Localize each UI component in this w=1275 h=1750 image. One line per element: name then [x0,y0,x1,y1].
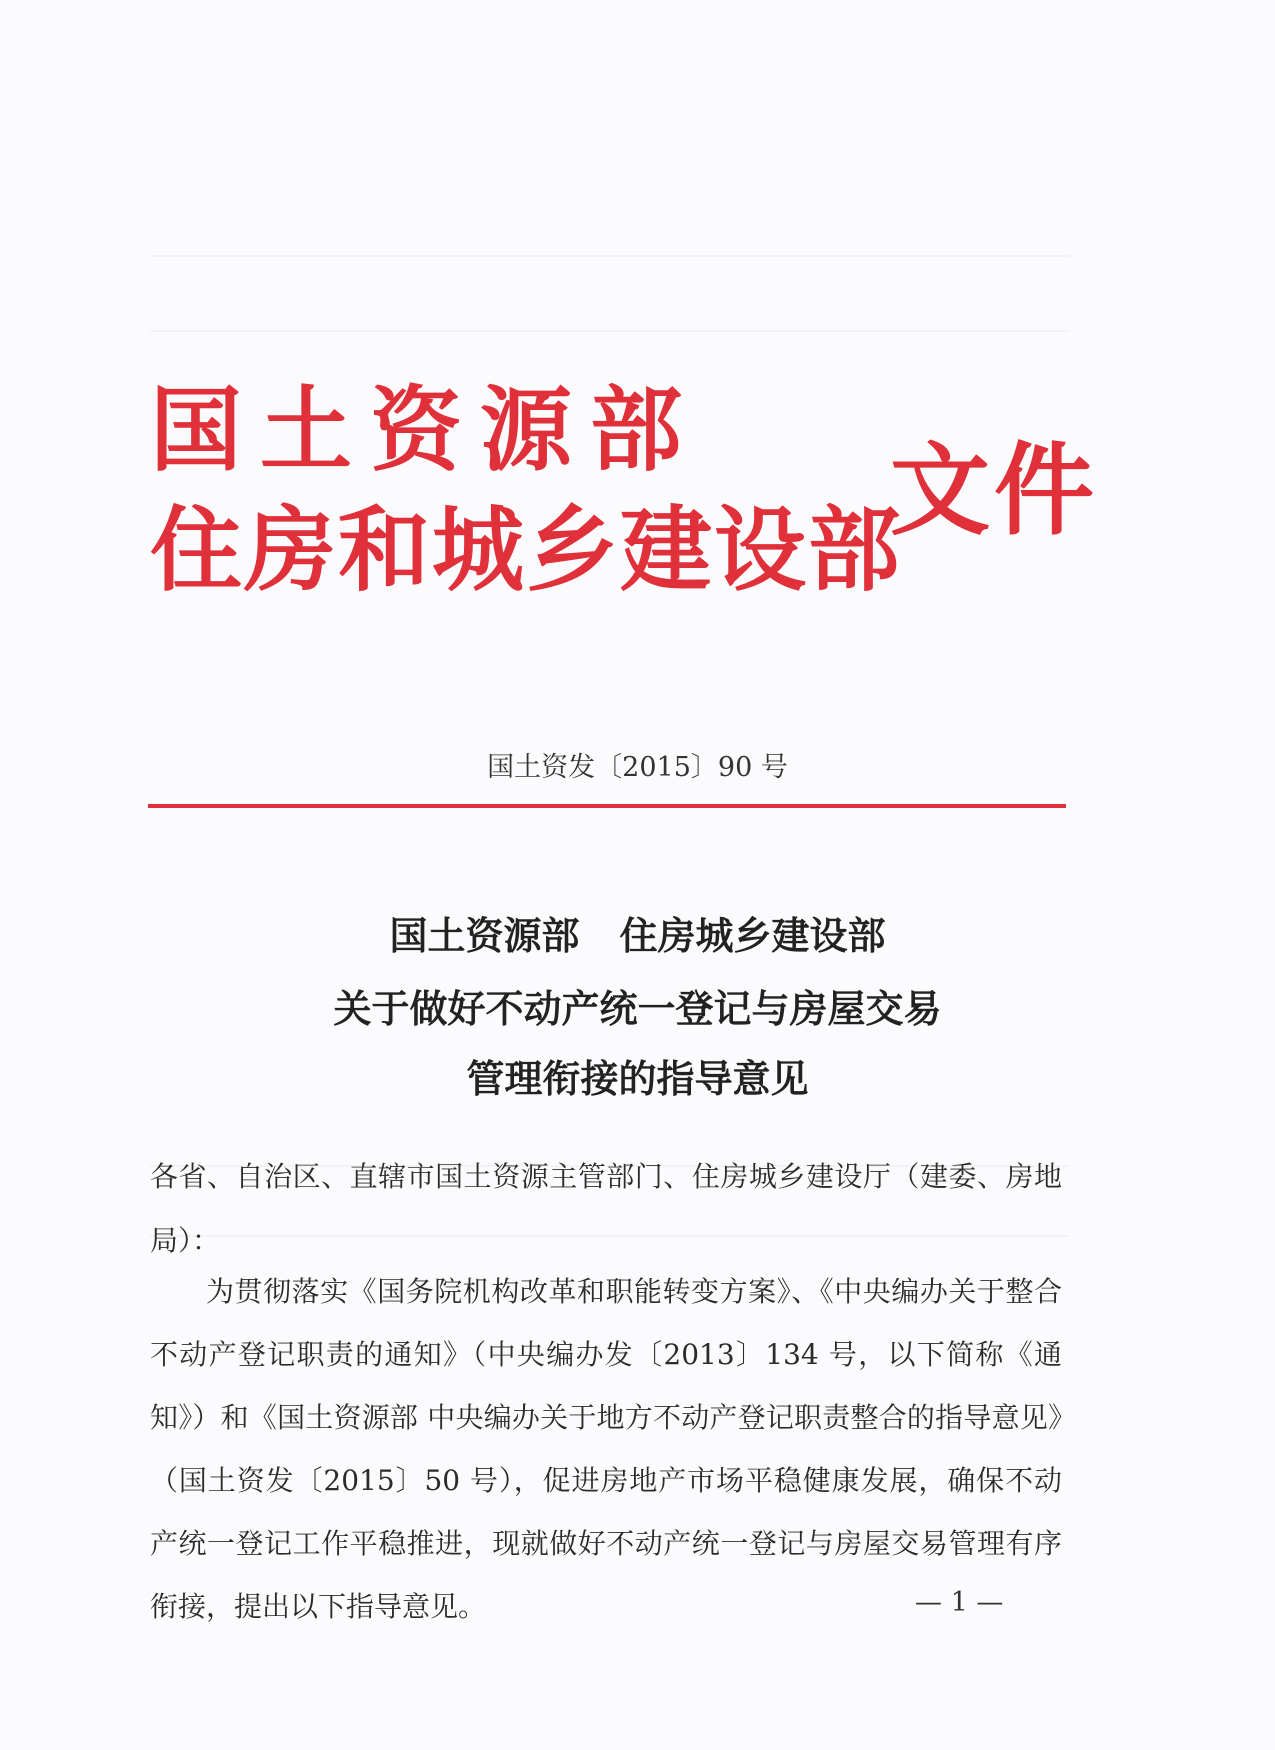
bleed-through-line [150,255,1070,257]
document-title-line-1 [0,912,1275,960]
body-paragraph: 为贯彻落实《国务院机构改革和职能转变方案》、《中央编办关于整合不动产登记职责的通知》（中央编办发〔2013〕134 号，以下简称《通知》）和《国土资源部 中央编办关于地方不动产登记职责整合的指导意见》（国土资发〔2015〕50 号），促进房地产市场平稳健康发展，确保不动产统一登记工作平稳推进，现就做好不动产统一登记与房屋交易管理有序衔接，提出以下指导意见。 [150,1275,1062,1623]
red-separator-rule [148,804,1066,808]
issuing-organizations-header [150,376,1098,620]
title-org-2: 住房城乡建设部 [619,914,886,958]
org-name-land-resources: 国土资源部 [150,376,701,484]
bleed-through-line [150,330,1070,332]
addressee-paragraph: 各省、自治区、直辖市国土资源主管部门、住房城乡建设厅（建委、房地局）： [150,1160,1062,1257]
document-number: 国土资发〔2015〕90 号 [487,752,788,783]
document-label: 文件 [890,431,1098,549]
document-title-line-3: 管理衔接的指导意见 [466,1057,809,1101]
title-org-1: 国土资源部 [389,914,580,958]
org-name-housing-construction: 住房和城乡建设部 [150,496,903,604]
page-number: — 1 — [915,1587,1004,1618]
document-title-line-2: 关于做好不动产统一登记与房屋交易 [333,987,942,1031]
